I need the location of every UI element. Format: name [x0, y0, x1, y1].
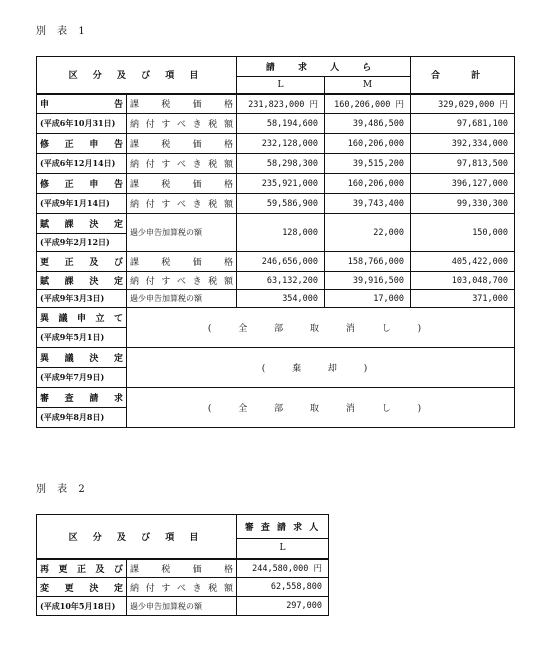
- value-cell: 160,206,000: [325, 134, 411, 154]
- row-label: 納付すべき税額: [127, 272, 237, 290]
- value-cell: 235,921,000: [237, 174, 325, 194]
- row-label: 課 税 価 格: [127, 94, 237, 114]
- header-L: L: [237, 77, 325, 94]
- event-label: 変 更 決 定: [37, 578, 127, 597]
- value-cell: 39,743,400: [325, 194, 411, 214]
- event-date: (平成9年3月3日): [37, 290, 127, 308]
- event-label: 修 正 申 告: [37, 174, 127, 194]
- row-label: 課 税 価 格: [127, 134, 237, 154]
- merged-status: ( 全 部 取 消 し ): [127, 388, 515, 428]
- value-cell: 103,048,700: [411, 272, 515, 290]
- row-label: 課 税 価 格: [127, 174, 237, 194]
- table2-caption: 別 表 2: [36, 484, 89, 495]
- value-cell: 371,000: [411, 290, 515, 308]
- value-cell: 17,000: [325, 290, 411, 308]
- value-cell: 354,000: [237, 290, 325, 308]
- event-label: 賦 課 決 定: [37, 272, 127, 290]
- value-cell: 99,330,300: [411, 194, 515, 214]
- value-cell: 62,558,800: [237, 578, 329, 597]
- event-date: (平成9年7月9日): [37, 368, 127, 388]
- event-label: 異 議 申 立 て: [37, 308, 127, 328]
- row-label: 課 税 価 格: [127, 559, 237, 578]
- event-label: 賦 課 決 定: [37, 214, 127, 234]
- header-item: 区 分 及 び 項 目: [37, 515, 237, 559]
- row-label: 納付すべき税額: [127, 154, 237, 174]
- event-label: 再 更 正 及 び: [37, 559, 127, 578]
- table2: [36, 514, 329, 616]
- value-cell: 97,681,100: [411, 114, 515, 134]
- event-label: 修 正 申 告: [37, 134, 127, 154]
- header-total: 合 計: [411, 57, 515, 94]
- header-claimant: 審 査 請 求 人: [237, 515, 329, 539]
- value-cell: 160,206,000 円: [325, 94, 411, 114]
- event-date: (平成9年8月8日): [37, 408, 127, 428]
- value-cell: 39,486,500: [325, 114, 411, 134]
- header-item: 区 分 及 び 項 目: [37, 57, 237, 94]
- table1: [36, 56, 515, 428]
- event-date: (平成6年12月14日): [37, 154, 127, 174]
- event-label: 申 告: [37, 94, 127, 114]
- table1-caption: 別 表 1: [36, 26, 89, 37]
- value-cell: 392,334,000: [411, 134, 515, 154]
- event-label: 更 正 及 び: [37, 252, 127, 272]
- value-cell: 329,029,000 円: [411, 94, 515, 114]
- event-label: 審 査 請 求: [37, 388, 127, 408]
- row-label: 過少申告加算税の額: [127, 214, 237, 252]
- event-date: (平成6年10月31日): [37, 114, 127, 134]
- value-cell: 158,766,000: [325, 252, 411, 272]
- value-cell: 58,194,600: [237, 114, 325, 134]
- value-cell: 63,132,200: [237, 272, 325, 290]
- value-cell: 232,128,000: [237, 134, 325, 154]
- value-cell: 39,916,500: [325, 272, 411, 290]
- value-cell: 231,823,000 円: [237, 94, 325, 114]
- value-cell: 59,586,900: [237, 194, 325, 214]
- event-date: (平成10年5月18日): [37, 597, 127, 616]
- row-label: 課 税 価 格: [127, 252, 237, 272]
- event-date: (平成9年1月14日): [37, 194, 127, 214]
- value-cell: 246,656,000: [237, 252, 325, 272]
- value-cell: 297,000: [237, 597, 329, 616]
- header-M: M: [325, 77, 411, 94]
- event-date: (平成9年5月1日): [37, 328, 127, 348]
- header-L: L: [237, 539, 329, 559]
- value-cell: 39,515,200: [325, 154, 411, 174]
- value-cell: 405,422,000: [411, 252, 515, 272]
- header-claimants: 請 求 人 ら: [237, 57, 411, 77]
- value-cell: 160,206,000: [325, 174, 411, 194]
- value-cell: 128,000: [237, 214, 325, 252]
- value-cell: 58,298,300: [237, 154, 325, 174]
- value-cell: 97,813,500: [411, 154, 515, 174]
- row-label: 過少申告加算税の額: [127, 290, 237, 308]
- value-cell: 22,000: [325, 214, 411, 252]
- event-label: 異 議 決 定: [37, 348, 127, 368]
- merged-status: ( 全 部 取 消 し ): [127, 308, 515, 348]
- row-label: 納付すべき税額: [127, 114, 237, 134]
- value-cell: 150,000: [411, 214, 515, 252]
- row-label: 納付すべき税額: [127, 578, 237, 597]
- event-date: (平成9年2月12日): [37, 234, 127, 252]
- value-cell: 244,580,000 円: [237, 559, 329, 578]
- row-label: 納付すべき税額: [127, 194, 237, 214]
- value-cell: 396,127,000: [411, 174, 515, 194]
- merged-status: ( 棄 却 ): [127, 348, 515, 388]
- row-label: 過少申告加算税の額: [127, 597, 237, 616]
